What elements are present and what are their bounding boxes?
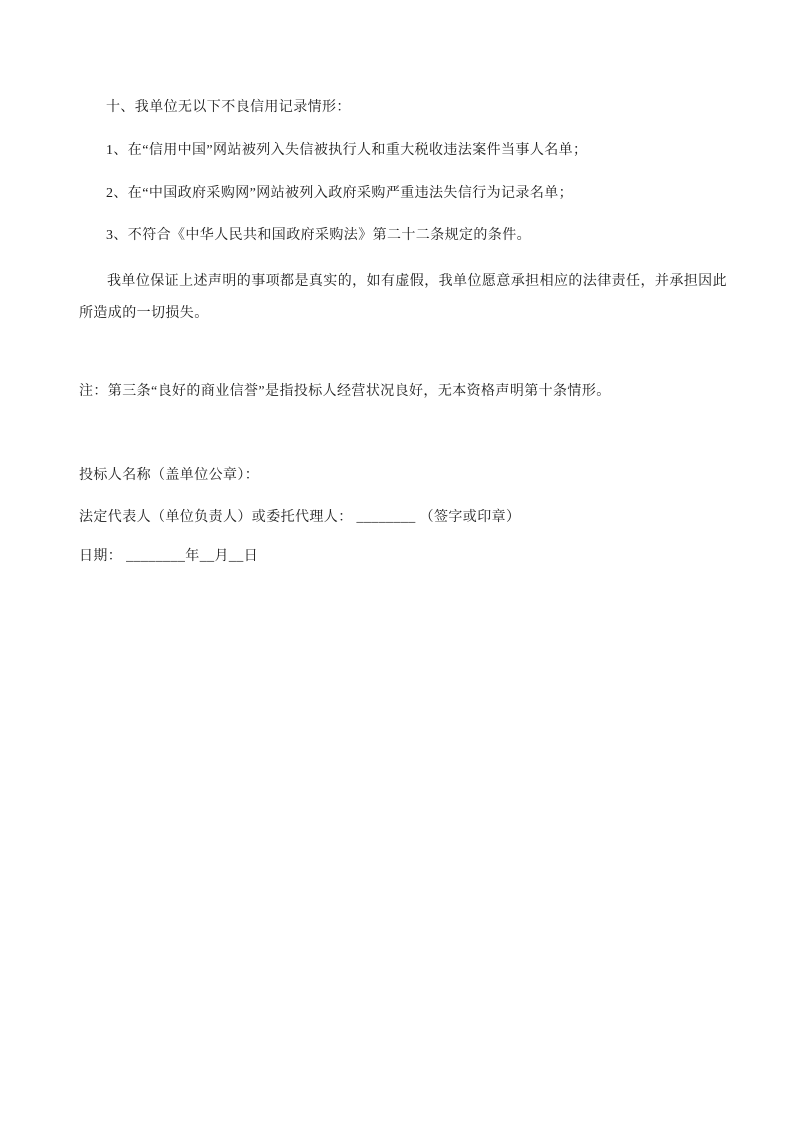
list-item-2: 2、在“中国政府采购网”网站被列入政府采购严重违法失信行为记录名单； (106, 186, 574, 201)
list-item-1: 1、在“信用中国”网站被列入失信被执行人和重大税收违法案件当事人名单； (106, 143, 588, 158)
representative-signature-line: 法定代表人（单位负责人）或委托代理人： ________ （签字或印章） (79, 510, 521, 525)
note-line: 注：第三条“良好的商业信誉”是指投标人经营状况良好，无本资格声明第十条情形。 (79, 384, 611, 399)
date-line: 日期： ________年__月__日 (79, 549, 259, 564)
section-heading: 十、我单位无以下不良信用记录情形： (106, 100, 351, 115)
list-item-3: 3、不符合《中华人民共和国政府采购法》第二十二条规定的条件。 (106, 228, 531, 243)
bidder-name-line: 投标人名称（盖单位公章）： (79, 468, 260, 483)
guarantee-paragraph: 我单位保证上述声明的事项都是真实的，如有虚假，我单位愿意承担相应的法律责任，并承担因此所造成的一切损失。 (79, 274, 727, 321)
